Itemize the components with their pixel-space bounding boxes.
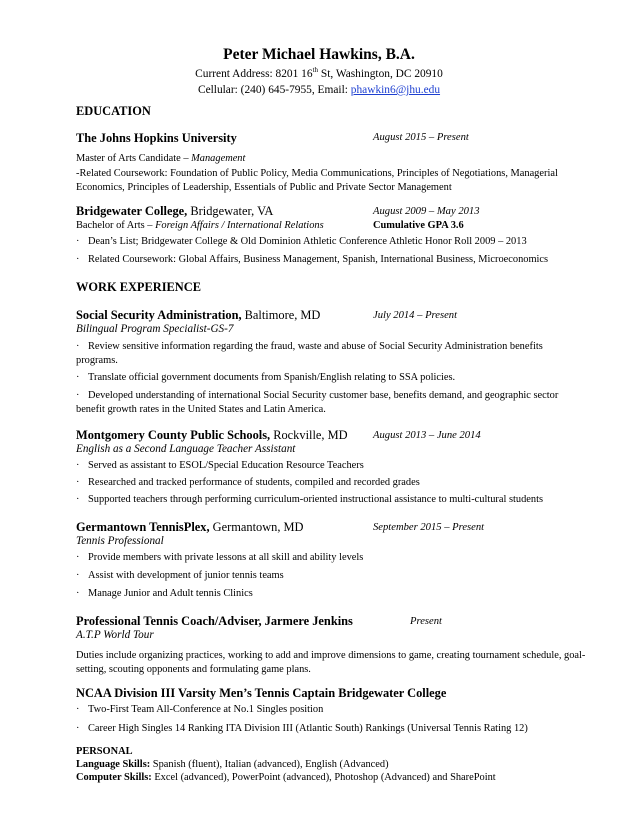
ssa-bullet-cont: programs. [76,355,118,366]
bullet-icon: · [76,236,80,247]
bullet-icon: · [76,390,80,401]
jhu-coursework-line1: -Related Coursework: Foundation of Public Policy, Media Communications, Principles of Negotiations, Managerial [76,168,558,179]
mcps-bullet: · Served as assistant to ESOL/Special Education Resource Teachers [76,460,364,471]
bridgewater-bullet: · Dean’s List; Bridgewater College & Old Dominion Athletic Conference Athletic Honor Roll 2009 – 2013 [76,236,527,247]
candidate-name: Peter Michael Hawkins, B.A. [223,46,415,63]
tennisplex-role: Tennis Professional [76,535,164,547]
ssa-date: July 2014 – Present [373,310,458,321]
coach-date: Present [410,616,442,627]
bullet-icon: · [76,723,80,734]
work-heading: WORK EXPERIENCE [76,280,201,294]
ssa-bullet: · Translate official government documents from Spanish/English relating to SSA policies. [76,372,456,383]
mcps-role: English as a Second Language Teacher Assistant [76,443,296,455]
ncaa-bullet: · Career High Singles 14 Ranking ITA Division III (Atlantic South) Rankings (Universal Tennis Rating 12) [76,723,528,734]
bridgewater-name: Bridgewater College, Bridgewater, VA [76,204,274,218]
bridgewater-degree: Bachelor of Arts – Foreign Affairs / International Relations [76,220,324,231]
bullet-icon: · [76,477,80,488]
ssa-bullet: · Developed understanding of international Social Security customer base, benefits demand, and geographic sector [76,390,559,401]
jhu-coursework-line2: Economics, Principles of Leadership, Essentials of Public and Private Sector Management [76,182,452,193]
personal-heading: PERSONAL [76,746,133,757]
mcps-date: August 2013 – June 2014 [373,430,481,441]
ssa-role: Bilingual Program Specialist-GS-7 [76,323,234,335]
education-heading: EDUCATION [76,104,151,118]
tennisplex-date: September 2015 – Present [373,522,485,533]
coach-role: A.T.P World Tour [76,629,154,641]
bridgewater-bullet: · Related Coursework: Global Affairs, Business Management, Spanish, International Business, Microeconomics [76,254,549,265]
ncaa-bullet: · Two-First Team All-Conference at No.1 Singles position [76,704,324,715]
computer-skills: Computer Skills: Excel (advanced), PowerPoint (advanced), Photoshop (Advanced) and SharePoint [76,772,496,783]
mcps-name: Montgomery County Public Schools, Rockville, MD [76,428,348,442]
tennisplex-bullet: · Assist with development of junior tennis teams [76,570,284,581]
coach-duties-line2: setting, scouting opponents and formulating game plans. [76,664,311,675]
coach-name: Professional Tennis Coach/Adviser, Jarmere Jenkins [76,614,353,628]
bullet-icon: · [76,588,80,599]
bullet-icon: · [76,460,80,471]
jhu-date: August 2015 – Present [373,132,469,143]
email-link[interactable]: phawkin6@jhu.edu [350,84,441,96]
contact-line: Cellular: (240) 645-7955, Email: phawkin6@jhu.edu [197,84,441,96]
bullet-icon: · [76,570,80,581]
bullet-icon: · [76,552,80,563]
mcps-bullet: · Researched and tracked performance of students, compiled and recorded grades [76,477,420,488]
bridgewater-gpa: Cumulative GPA 3.6 [373,220,464,231]
mcps-bullet: · Supported teachers through performing curriculum-oriented instructional assistance to multi-cultural students [76,494,544,505]
jhu-degree: Master of Arts Candidate – Management [76,153,246,164]
ssa-name: Social Security Administration, Baltimore, MD [76,308,321,322]
ssa-bullet: · Review sensitive information regarding the fraud, waste and abuse of Social Security Administration benefits [76,341,543,352]
coach-duties-line1: Duties include organizing practices, working to add and improve dimensions to game, creating tournament schedule, goal- [76,650,586,661]
bullet-icon: · [76,704,80,715]
jhu-name: The Johns Hopkins University [76,131,237,145]
ncaa-name: NCAA Division III Varsity Men’s Tennis Captain Bridgewater College [76,686,447,700]
ssa-bullet-cont: benefit growth rates in the United States and Latin America. [76,404,326,415]
bullet-icon: · [76,254,80,265]
bullet-icon: · [76,372,80,383]
bridgewater-date: August 2009 – May 2013 [373,206,480,217]
bullet-icon: · [76,341,80,352]
tennisplex-bullet: · Provide members with private lessons at all skill and ability levels [76,552,364,563]
current-address: Current Address: 8201 16th St, Washington, DC 20910 [195,66,443,80]
tennisplex-bullet: · Manage Junior and Adult tennis Clinics [76,588,253,599]
language-skills: Language Skills: Spanish (fluent), Italian (advanced), English (Advanced) [76,759,389,770]
tennisplex-name: Germantown TennisPlex, Germantown, MD [76,520,304,534]
bullet-icon: · [76,494,80,505]
